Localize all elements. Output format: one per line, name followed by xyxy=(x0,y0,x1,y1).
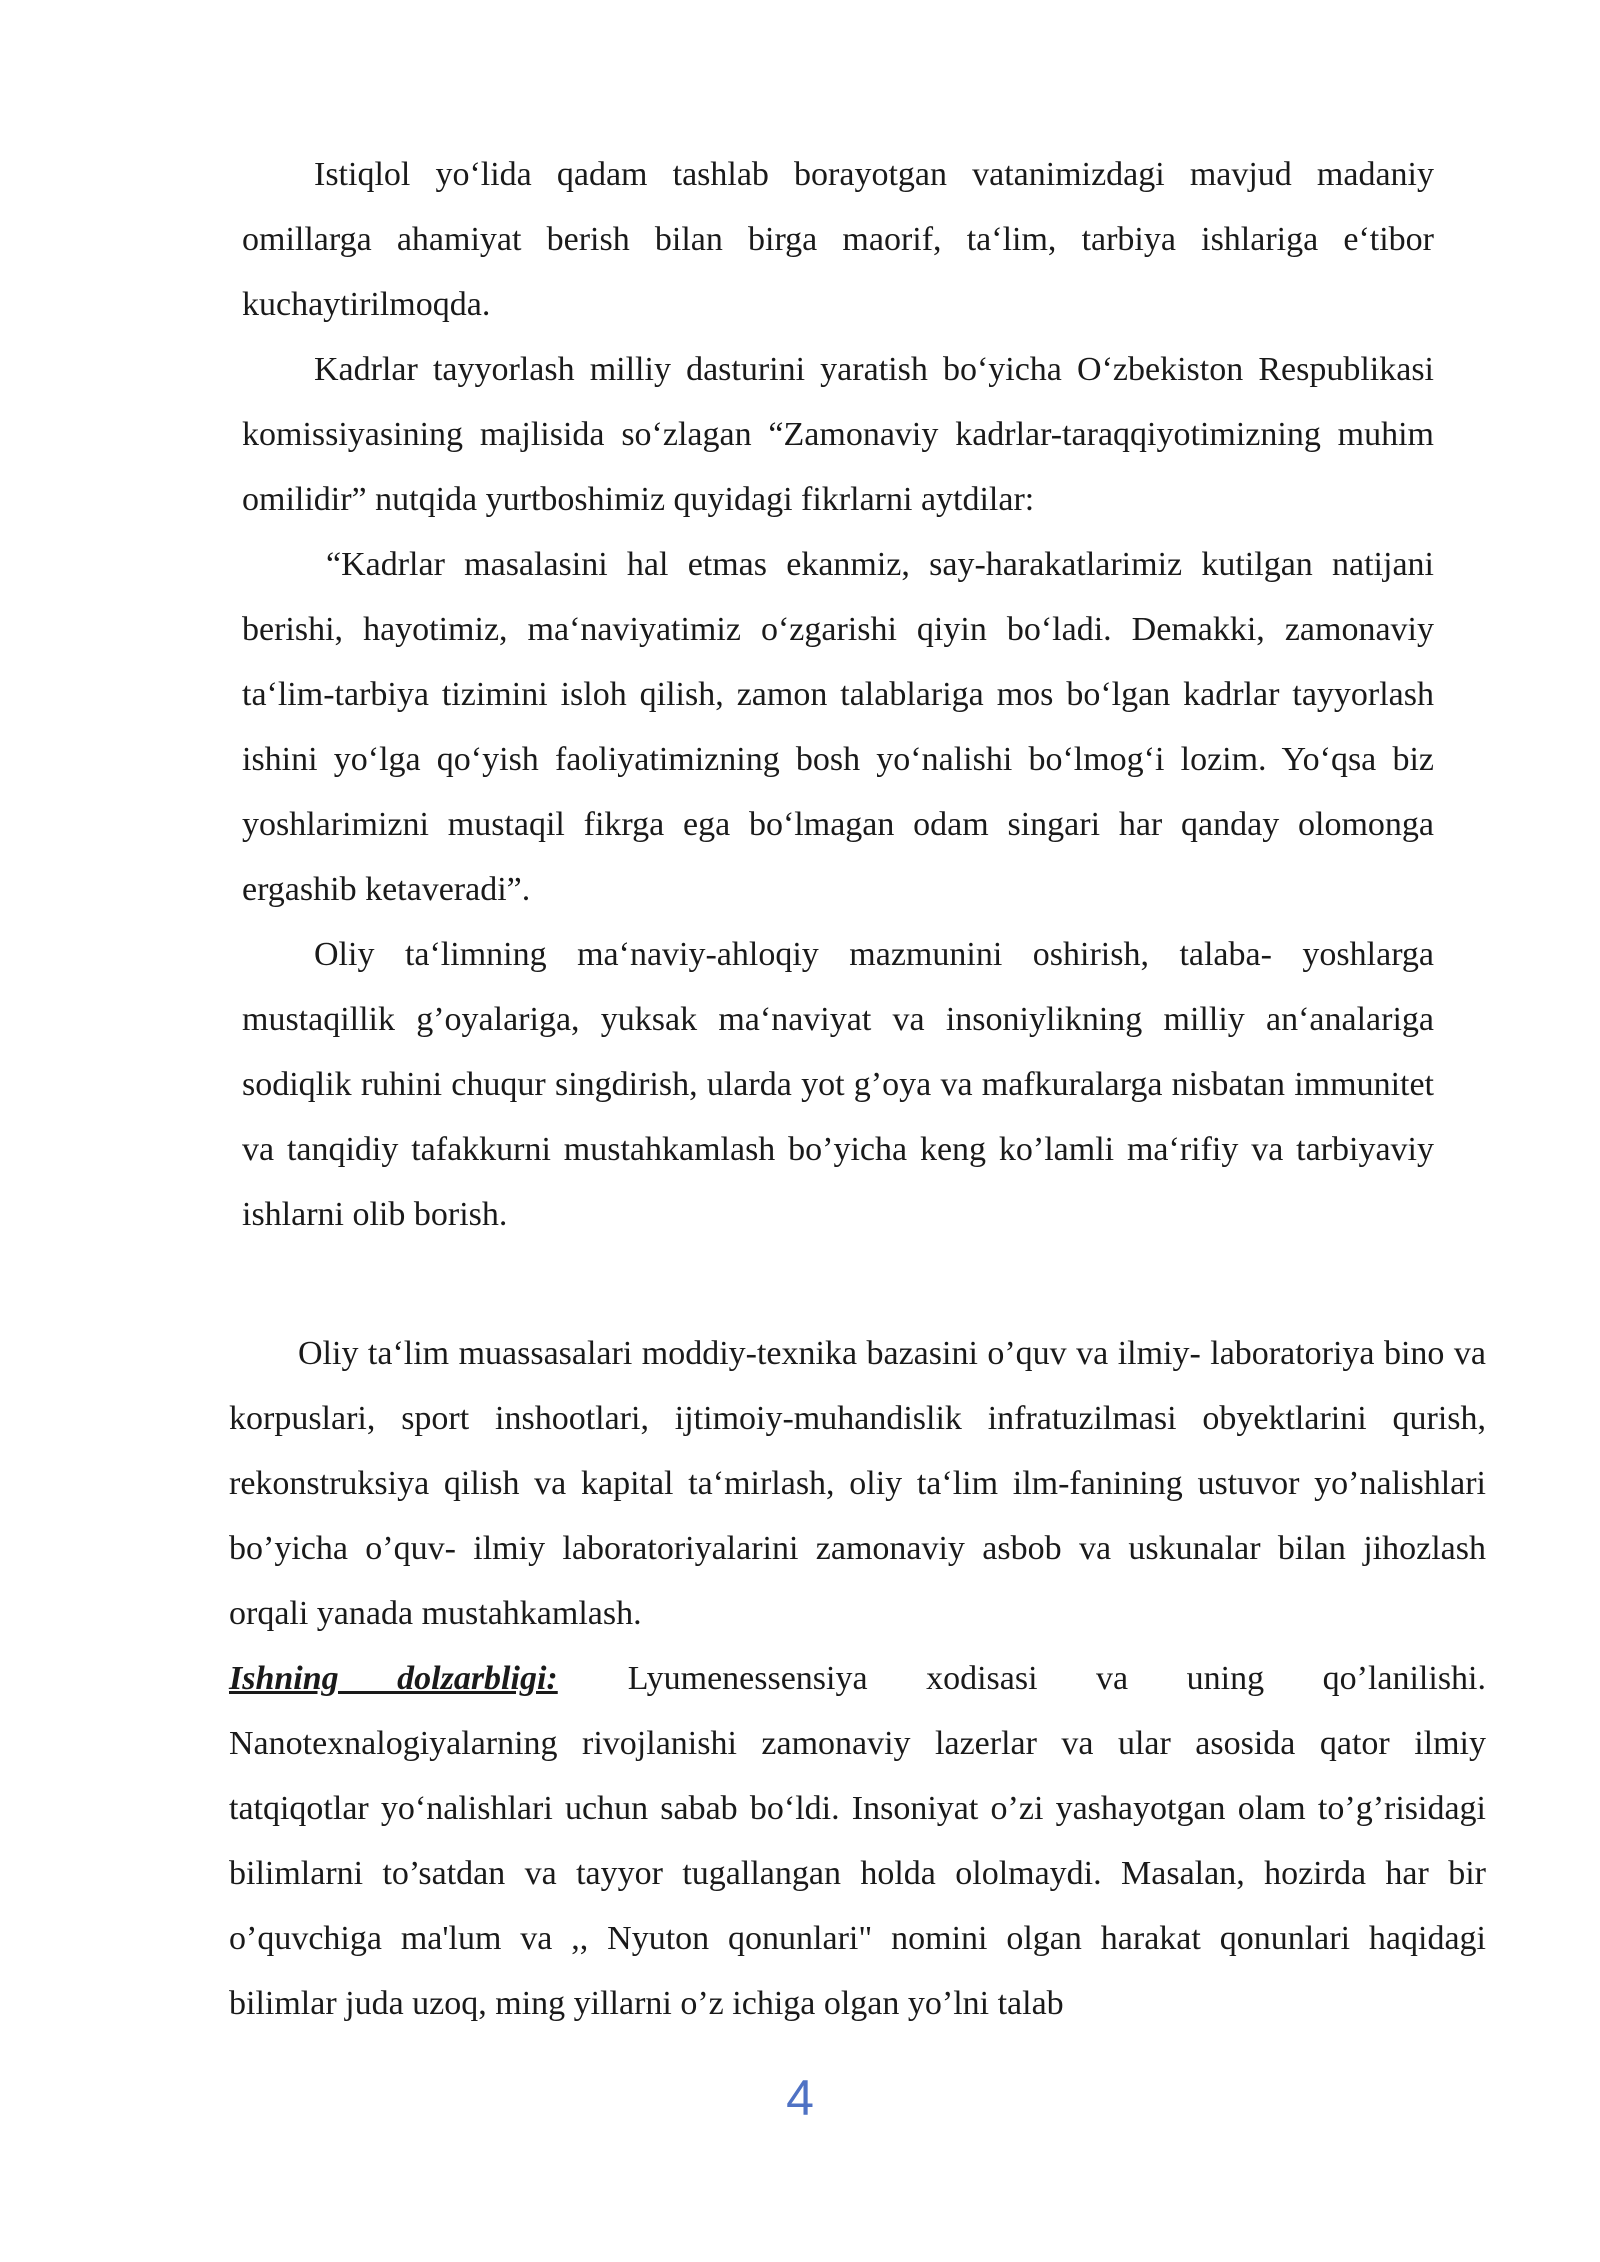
paragraph-infrastructure: Oliy ta‘lim muassasalari moddiy-texnika bazasini o’quv va ilmiy- laboratoriya bino va korpuslari, sport inshootlari, ijtimoiy-muhandislik infratuzilmasi obyektlarini qurish, rekonstruksiya qilish va kapital ta‘mirlash, oliy ta‘lim ilm-fanining ustuvor yo’nalishlari bo’yicha o’quv- ilmiy laboratoriyalarini zamonaviy asbob va uskunalar bilan jihozlash orqali yanada mustahkamlash. xyxy=(229,1335,1486,1632)
body-text-wide xyxy=(229,1321,1486,2036)
paragraph-independence: Istiqlol yo‘lida qadam tashlab borayotgan vatanimizdagi mavjud madaniy omillarga ahamiyat berish bilan birga maorif, ta‘lim, tarbiya ishlariga e‘tibor kuchaytirilmoqda. xyxy=(242,156,1434,323)
paragraph-personnel-program: Kadrlar tayyorlash milliy dasturini yaratish bo‘yicha O‘zbekiston Respublikasi komissiyasining majlisida so‘zlagan “Zamonaviy kadrlar-taraqqiyotimizning muhim omilidir” nutqida yurtboshimiz quyidagi fikrlarni aytdilar: xyxy=(242,351,1434,518)
relevance-heading: Ishning dolzarbligi: xyxy=(229,1660,558,1697)
relevance-text: Lyumenessensiya xodisasi va uning qo’lanilishi. Nanotexnalogiyalarning rivojlanishi zamonaviy lazerlar va ular asosida qator ilmiy tatqiqotlar yo‘nalishlari uchun sabab bo‘ldi. Insoniyat o’zi yashayotgan olam to’g’risidagi bilimlarni to’satdan va tayyor tugallangan holda ololmaydi. Masalan, hozirda har bir o’quvchiga ma'lum va ,, Nyuton qonunlari" nomini olgan harakat qonunlari haqidagi bilimlar juda uzoq, ming yillarni o’z ichiga olgan yo’lni talab xyxy=(229,1660,1486,2022)
paragraph-relevance xyxy=(229,1646,1486,2036)
paragraph-higher-education: Oliy ta‘limning ma‘naviy-ahloqiy mazmunini oshirish, talaba- yoshlarga mustaqillik g’oyalariga, yuksak ma‘naviyat va insoniylikning milliy an‘analariga sodiqlik ruhini chuqur singdirish, ularda yot g’oya va mafkuralarga nisbatan immunitet va tanqidiy tafakkurni mustahkamlash bo’yicha keng ko’lamli ma‘rifiy va tarbiyaviy ishlarni olib borish. xyxy=(242,936,1434,1233)
body-text-indented xyxy=(242,142,1434,1247)
page-number: 4 xyxy=(786,2070,814,2126)
paragraph-quote: “Kadrlar masalasini hal etmas ekanmiz, say-harakatlarimiz kutilgan natijani berishi, hayotimiz, ma‘naviyatimiz o‘zgarishi qiyin bo‘ladi. Demakki, zamonaviy ta‘lim-tarbiya tizimini isloh qilish, zamon talablariga mos bo‘lgan kadrlar tayyorlash ishini yo‘lga qo‘yish faoliyatimizning bosh yo‘nalishi bo‘lmog‘i lozim. Yo‘qsa biz yoshlarimizni mustaqil fikrga ega bo‘lmagan odam singari har qanday olomonga ergashib ketaveradi”. xyxy=(242,546,1434,908)
